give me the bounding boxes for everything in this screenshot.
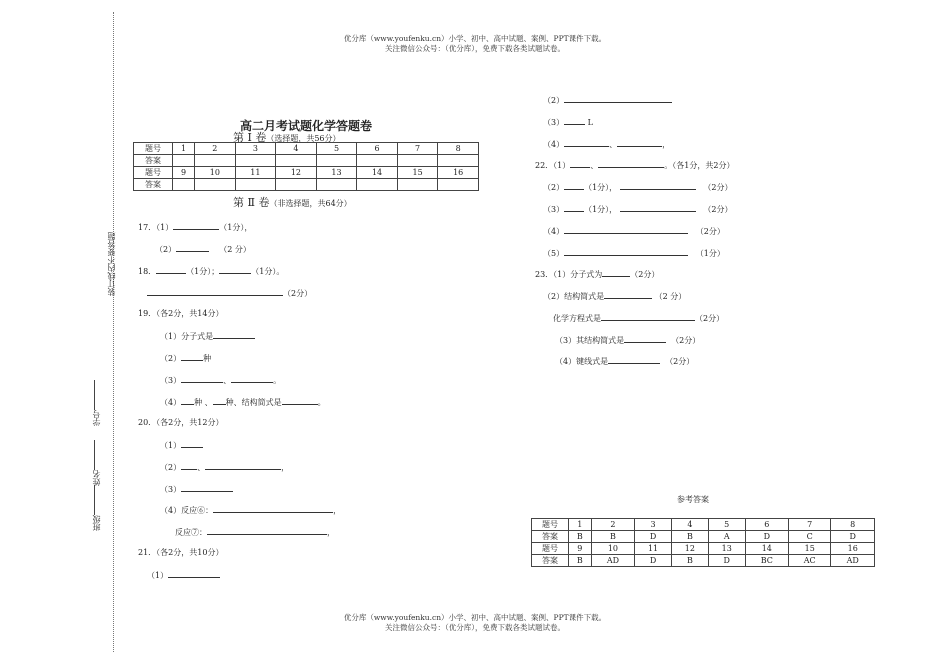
answer-blank[interactable] <box>564 138 609 147</box>
table-cell: 14 <box>357 167 398 179</box>
table-cell: 7 <box>788 519 831 531</box>
table-cell: A <box>708 531 745 543</box>
table-cell: 13 <box>316 167 357 179</box>
class-text: 班级 <box>92 515 101 531</box>
answer-blank[interactable] <box>564 94 672 103</box>
q19-2-suffix: 种 <box>203 354 212 363</box>
answer-blank[interactable] <box>181 374 223 383</box>
answer-blank[interactable] <box>173 221 219 230</box>
page-footer <box>0 613 950 633</box>
table-cell: 答案 <box>532 555 569 567</box>
table-cell: 题号 <box>134 167 173 179</box>
section1-title: 第 Ⅰ 卷 <box>233 131 267 144</box>
q20-4-end: ， <box>333 506 342 515</box>
table-cell: 12 <box>276 167 317 179</box>
table-cell: 11 <box>235 167 276 179</box>
table-row <box>134 143 479 155</box>
q19-4-label: （4） <box>160 398 182 407</box>
table-cell: 题号 <box>532 519 569 531</box>
q18-c <box>147 287 312 299</box>
q21-heading: 21．（各2分，共10分） <box>138 548 224 557</box>
table-cell: D <box>708 555 745 567</box>
q20-4-label: （4）反应⑥： <box>160 506 214 515</box>
answer-blank[interactable] <box>181 461 197 470</box>
table-cell: D <box>831 531 875 543</box>
table-cell: BC <box>745 555 788 567</box>
section1-note: （选择题，共56分） <box>266 134 341 143</box>
answer-blank[interactable] <box>564 225 688 234</box>
answer-table <box>133 142 479 191</box>
answer-blank[interactable] <box>570 159 590 168</box>
table-cell: B <box>569 555 592 567</box>
q22-1 <box>535 159 734 171</box>
answer-blank[interactable] <box>620 203 696 212</box>
table-cell: 3 <box>235 143 276 155</box>
q19-3-sep: 、 <box>223 376 232 385</box>
q20-2-label: （2） <box>160 463 182 472</box>
table-cell: 8 <box>831 519 875 531</box>
table-cell: 答案 <box>134 155 173 167</box>
table-cell: AC <box>788 555 831 567</box>
answer-blank[interactable] <box>598 159 664 168</box>
section2-note: （非选择题，共64分） <box>269 199 352 208</box>
answer-cell[interactable] <box>357 155 398 167</box>
answer-cell[interactable] <box>195 155 236 167</box>
q19-4 <box>160 396 326 408</box>
answer-cell[interactable] <box>276 155 317 167</box>
q22-3-a: （1分）， <box>584 205 618 214</box>
q22-4 <box>543 225 725 237</box>
table-cell: D <box>635 555 672 567</box>
q23-3-score: （2分） <box>671 336 701 345</box>
table-cell: 9 <box>173 167 195 179</box>
q19-2-label: （2） <box>160 354 182 363</box>
q19-1-label: （1）分子式是 <box>160 332 214 341</box>
answer-cell[interactable] <box>235 155 276 167</box>
answer-blank[interactable] <box>156 265 186 274</box>
binding-dotted-line <box>113 12 114 652</box>
q19-3 <box>160 374 281 386</box>
answer-cell[interactable] <box>173 179 195 191</box>
footer-line-2: 关注微信公众号：（优分库），免费下载各类试题试卷。 <box>385 623 565 632</box>
q20-4b-label: 反应⑦： <box>175 528 207 537</box>
q17-2-label: （2） <box>155 245 177 254</box>
q20-4b <box>175 526 335 538</box>
answer-blank[interactable] <box>147 287 283 296</box>
answer-cell[interactable] <box>276 179 317 191</box>
table-cell: 3 <box>635 519 672 531</box>
table-cell: 题号 <box>134 143 173 155</box>
answer-blank[interactable] <box>564 116 585 125</box>
answer-blank[interactable] <box>564 247 688 256</box>
table-row <box>134 155 479 167</box>
q23-1-score: （2分） <box>630 270 660 279</box>
answer-blank[interactable] <box>205 461 281 470</box>
q19-3-end: 。 <box>273 376 282 385</box>
table-cell: 1 <box>569 519 592 531</box>
q23-1-label: 23．（1）分子式为 <box>535 270 603 279</box>
reference-table <box>531 518 875 567</box>
table-cell: D <box>745 531 788 543</box>
q23-2b-score: （2分） <box>695 314 725 323</box>
answer-blank[interactable] <box>213 504 333 513</box>
answer-blank[interactable] <box>624 334 666 343</box>
page-header <box>0 34 950 54</box>
q21-4 <box>543 138 670 150</box>
q20-3 <box>160 483 233 495</box>
q21-4-sep: 、 <box>609 140 618 149</box>
table-cell: 题号 <box>532 543 569 555</box>
answer-blank[interactable] <box>617 138 662 147</box>
student-no-text: 学号 <box>92 410 101 426</box>
answer-blank[interactable] <box>181 483 233 492</box>
q22-label: 22．（1） <box>535 161 571 170</box>
q21-3-label: （3） <box>543 118 565 127</box>
table-cell: 14 <box>745 543 788 555</box>
footer-line-1: 优分库（www.youfenku.cn）小学、初中、高中试题、案例、PPT课件下载。 <box>343 613 607 622</box>
table-cell: 答案 <box>532 531 569 543</box>
answer-blank[interactable] <box>176 243 209 252</box>
reference-title: 参考答案 <box>677 495 709 504</box>
table-cell: 13 <box>708 543 745 555</box>
q21-2 <box>543 94 672 106</box>
q18 <box>138 265 284 277</box>
q22-2-label: （2） <box>543 183 565 192</box>
section2-title: 第 Ⅱ 卷 <box>233 196 270 209</box>
q22-sep: 、 <box>590 161 599 170</box>
table-cell: 10 <box>591 543 634 555</box>
class-line <box>95 485 96 515</box>
table-cell: AD <box>591 555 634 567</box>
q20-2 <box>160 461 289 473</box>
table-row <box>532 555 875 567</box>
table-cell: B <box>569 531 592 543</box>
student-no-label <box>91 380 102 426</box>
q23-4-label: （4）键线式是 <box>555 357 609 366</box>
header-line-2: 关注微信公众号：（优分库），免费下载各类试题试卷。 <box>385 44 565 53</box>
q23-2b <box>553 312 724 324</box>
q20-2-end: ， <box>281 463 290 472</box>
q22-5-score: （1分） <box>695 249 725 258</box>
q21-1-label: （1） <box>147 571 169 580</box>
answer-blank[interactable] <box>620 181 696 190</box>
table-cell: 6 <box>745 519 788 531</box>
answer-cell[interactable] <box>397 155 438 167</box>
q23-3 <box>555 334 700 346</box>
answer-blank[interactable] <box>213 396 226 405</box>
answer-blank[interactable] <box>601 312 695 321</box>
name-line <box>95 440 96 470</box>
q17-2 <box>155 243 251 255</box>
q20-4b-end: ， <box>327 528 335 537</box>
answer-blank[interactable] <box>207 526 327 535</box>
table-cell: 2 <box>591 519 634 531</box>
q23-2-label: （2）结构简式是 <box>543 292 605 301</box>
answer-cell[interactable] <box>357 179 398 191</box>
student-no-line <box>95 380 96 410</box>
q21-2-label: （2） <box>543 96 565 105</box>
table-cell: 9 <box>569 543 592 555</box>
answer-cell[interactable] <box>173 155 195 167</box>
q21-4-label: （4） <box>543 140 565 149</box>
answer-blank[interactable] <box>602 268 630 277</box>
q22-5-label: （5） <box>543 249 565 258</box>
table-row <box>134 167 479 179</box>
answer-cell[interactable] <box>438 155 479 167</box>
table-cell: 6 <box>357 143 398 155</box>
q19-4-end: 。 <box>317 398 326 407</box>
table-cell: 2 <box>195 143 236 155</box>
table-cell: B <box>591 531 634 543</box>
exam-title: 高二月考试题化学答题卷 <box>240 119 373 133</box>
table-cell: C <box>788 531 831 543</box>
table-row <box>134 179 479 191</box>
table-cell: D <box>635 531 672 543</box>
table-cell: AD <box>831 555 875 567</box>
q18-label: 18． <box>138 267 157 276</box>
answer-blank[interactable] <box>608 355 660 364</box>
q17-1 <box>138 221 252 233</box>
q22-score: 。（各1分，共2分） <box>664 161 735 170</box>
answer-blank[interactable] <box>181 439 203 448</box>
table-cell: 16 <box>438 167 479 179</box>
q21-3-unit: L <box>587 118 593 127</box>
q18-score-a: （1分）； <box>186 267 220 276</box>
answer-blank[interactable] <box>604 290 652 299</box>
table-cell: 10 <box>195 167 236 179</box>
q23-2b-label: 化学方程式是 <box>553 314 601 323</box>
q20-1 <box>160 439 203 451</box>
table-cell: 4 <box>276 143 317 155</box>
answer-blank[interactable] <box>564 181 584 190</box>
q23-4 <box>555 355 694 367</box>
binding-notice: 装订线内不要答题 <box>107 232 116 296</box>
answer-blank[interactable] <box>181 396 194 405</box>
table-cell: 11 <box>635 543 672 555</box>
table-row <box>532 519 875 531</box>
q18-score-b: （1分）。 <box>251 267 285 276</box>
q19-2 <box>160 352 211 364</box>
q21-4-end: ， <box>662 140 671 149</box>
q23-3-label: （3）其结构简式是 <box>555 336 625 345</box>
answer-cell[interactable] <box>195 179 236 191</box>
table-cell: 8 <box>438 143 479 155</box>
table-cell: 15 <box>788 543 831 555</box>
table-cell: 1 <box>173 143 195 155</box>
table-row <box>532 543 875 555</box>
table-cell: 5 <box>708 519 745 531</box>
q22-5 <box>543 247 725 259</box>
q23-2-score: （2 分） <box>654 292 687 301</box>
q17-1-score: （1分）， <box>219 223 253 232</box>
answer-cell[interactable] <box>316 155 357 167</box>
table-cell: 答案 <box>134 179 173 191</box>
q20-4 <box>160 504 341 516</box>
q19-heading: 19．（各2分，共14分） <box>138 309 224 318</box>
q21-3 <box>543 116 593 128</box>
answer-cell[interactable] <box>316 179 357 191</box>
table-cell: 4 <box>671 519 708 531</box>
q20-heading: 20．（各2分，共12分） <box>138 418 224 427</box>
q21-1 <box>147 569 220 581</box>
q22-2-score: （2分） <box>703 183 733 192</box>
answer-blank[interactable] <box>231 374 273 383</box>
table-row <box>532 531 875 543</box>
answer-blank[interactable] <box>168 569 220 578</box>
q22-3-label: （3） <box>543 205 565 214</box>
section2-heading <box>233 194 352 210</box>
answer-blank[interactable] <box>213 330 255 339</box>
name-label <box>91 440 102 486</box>
table-cell: 5 <box>316 143 357 155</box>
q19-1 <box>160 330 255 342</box>
table-cell: B <box>671 555 708 567</box>
q20-3-label: （3） <box>160 485 182 494</box>
q22-2 <box>543 181 732 193</box>
answer-cell[interactable] <box>438 179 479 191</box>
table-cell: B <box>671 531 708 543</box>
table-cell: 12 <box>671 543 708 555</box>
q17-2-score: （2 分） <box>219 245 251 254</box>
q20-1-label: （1） <box>160 441 182 450</box>
class-label <box>91 485 102 531</box>
header-line-1: 优分库（www.youfenku.cn）小学、初中、高中试题、案例、PPT课件下载。 <box>343 34 607 43</box>
q22-2-a: （1分）， <box>584 183 618 192</box>
q22-4-label: （4） <box>543 227 565 236</box>
answer-blank[interactable] <box>219 265 251 274</box>
q18-score-c: （2分） <box>283 289 313 298</box>
q19-4-b: 种、结构简式是 <box>225 398 282 407</box>
q17-1-label: 17．（1） <box>138 223 174 232</box>
q19-4-a: 种 、 <box>194 398 213 407</box>
q22-4-score: （2分） <box>695 227 725 236</box>
answer-blank[interactable] <box>181 352 203 361</box>
table-cell: 15 <box>397 167 438 179</box>
table-cell: 16 <box>831 543 875 555</box>
q19-3-label: （3） <box>160 376 182 385</box>
q23-2 <box>543 290 686 302</box>
name-text: 姓名 <box>92 470 101 486</box>
answer-blank[interactable] <box>282 396 318 405</box>
answer-cell[interactable] <box>397 179 438 191</box>
q23-1 <box>535 268 659 280</box>
q20-2-sep: 、 <box>197 463 206 472</box>
q22-3 <box>543 203 732 215</box>
answer-blank[interactable] <box>564 203 584 212</box>
q23-4-score: （2分） <box>665 357 695 366</box>
q22-3-score: （2分） <box>703 205 733 214</box>
answer-cell[interactable] <box>235 179 276 191</box>
table-cell: 7 <box>397 143 438 155</box>
